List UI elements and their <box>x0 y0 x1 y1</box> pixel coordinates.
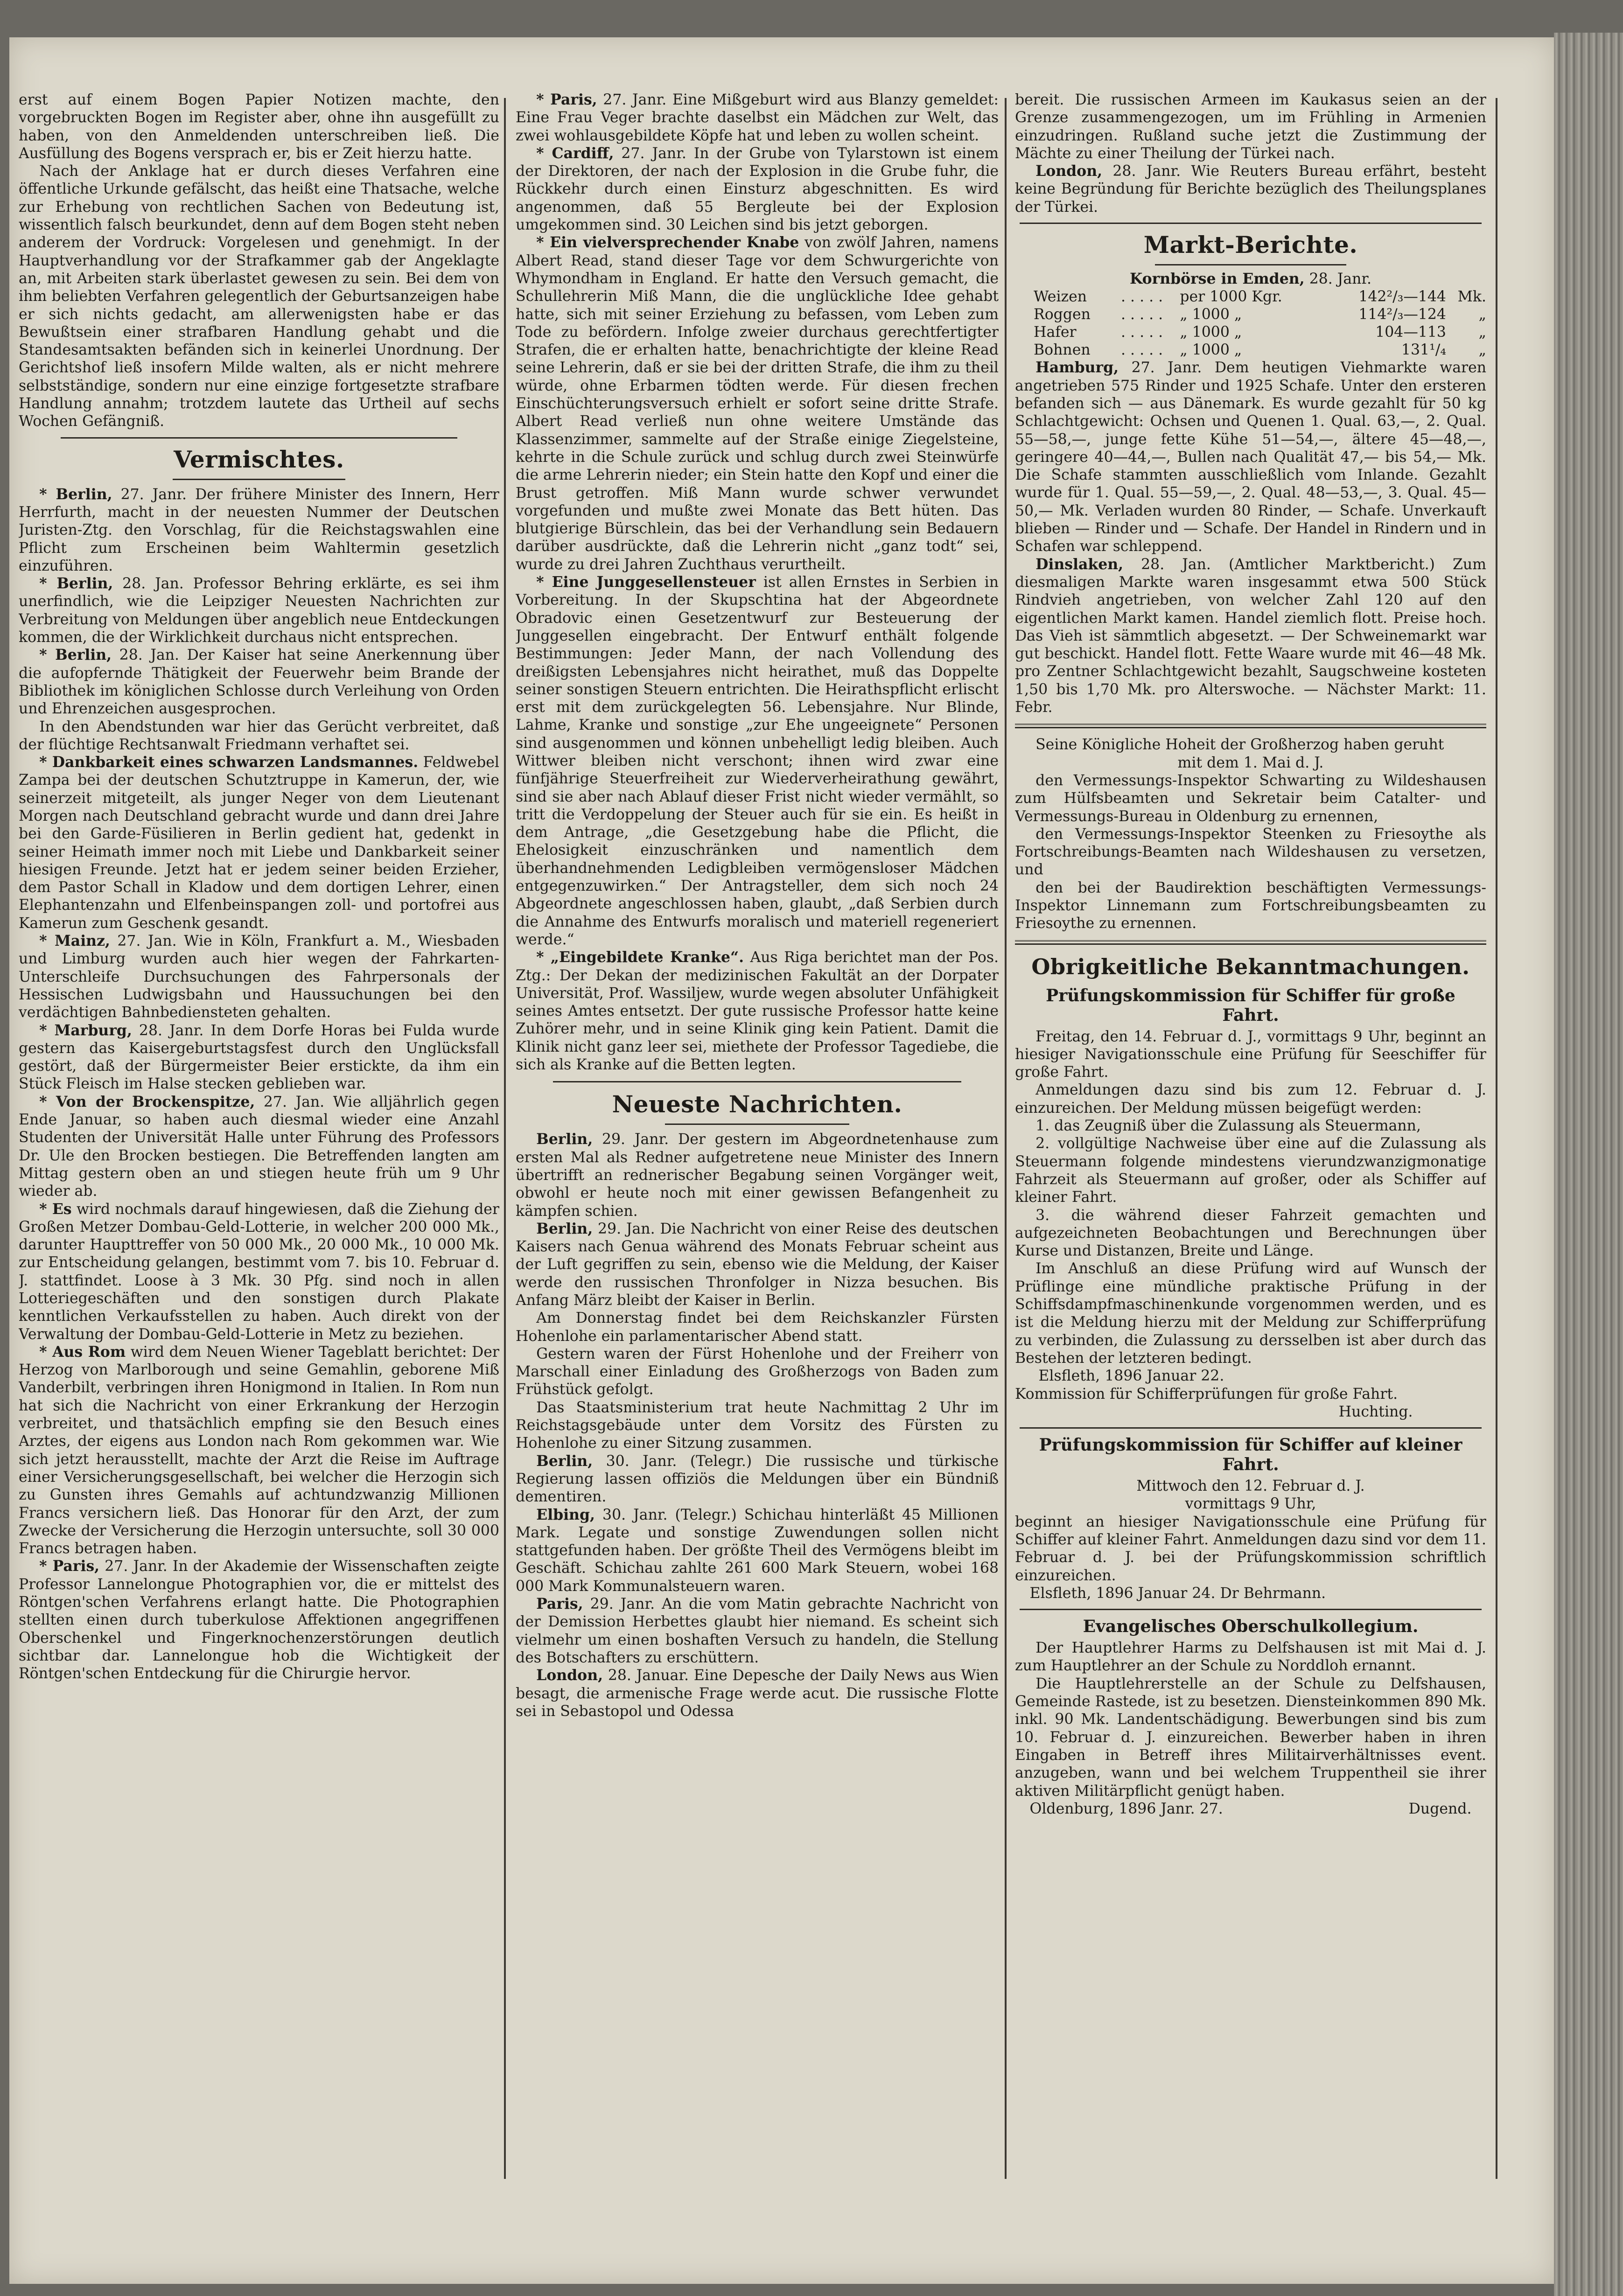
market-subheading: Kornbörse in Emden, 28. Janr. <box>1129 270 1372 288</box>
notice-paragraph: den Vermessungs-Inspektor Steenken zu Friesoythe als Fortschreibungs-Beamten nach Wildeshausen zu versetzen, und <box>1015 825 1486 879</box>
news-item: * Marburg, 28. Janr. In dem Dorfe Horas bei Fulda wurde gestern das Kaisergeburtstagsfest durch den Unglücksfall gestört, daß der Bürgermeister Beier erstickte, da ihm ein Stück Fleisch im Halse stecken geblieben war. <box>19 1021 499 1093</box>
notice-date: Elsfleth, 1896 Januar 22. <box>1038 1368 1224 1385</box>
news-item: * Berlin, 27. Janr. Der frühere Minister des Innern, Herr Herrfurth, macht in der neuesten Nummer der Deutschen Juristen-Ztg. den Vorschlag, für die Reichstagswahlen eine Pflicht zum Erscheinen beim Wahltermin gesetzlich einzuführen. <box>19 485 499 574</box>
column-rule <box>1005 98 1007 2179</box>
telegram-list <box>516 1131 999 1720</box>
notice-paragraph: Freitag, den 14. Februar d. J., vormittags 9 Uhr, beginnt an hiesiger Navigationsschule eine Prüfung für Seeschiffer für große Fahrt. <box>1015 1028 1486 1081</box>
news-item: Das Staatsministerium trat heute Nachmittag 2 Uhr im Reichstagsgebäude unter dem Vorsitz des Fürsten zu Hohenlohe zu einer Sitzung zusammen. <box>516 1399 999 1452</box>
news-item: * Cardiff, 27. Janr. In der Grube von Tylarstown ist einem der Direktoren, der nach der Explosion in die Grube fuhr, die Rückkehr durch einen Einsturz abgeschnitten. Es wird angenommen, daß 55 Bergleute bei der Explosion umgekommen sind. 30 Leichen sind bis jetzt geborgen. <box>516 144 999 234</box>
dateline: * Ein vielversprechender Knabe <box>536 234 799 251</box>
royal-announcement <box>1015 736 1486 932</box>
section-heading-bekanntmachungen: Obrigkeitliche Bekanntmachungen. <box>1031 954 1470 979</box>
news-item: * Dankbarkeit eines schwarzen Landsmannes. Feldwebel Zampa bei der deutschen Schutztruppe in Kamerun, der, wie seinerzeit mitgeteilt, als junger Neger von dem Lieutenant Morgen nach Deutschland gebracht wurde und dann drei Jahre bei den Garde-Füsilieren in Berlin gedient hat, gedenkt in seiner Heimath immer noch mit Liebe und Dankbarkeit seiner hiesigen Freunde. Jetzt hat er jedem seiner beiden Erzieher, dem Pastor Schall in Kladow und dem dortigen Lehrer, einen Elephantenzahn und Elfenbeinspangen zoll- und portofrei aus Kamerun zum Geschenk gesandt. <box>19 754 499 932</box>
dateline: * Aus Rom <box>39 1343 126 1361</box>
news-item: * Mainz, 27. Jan. Wie in Köln, Frankfurt a. M., Wiesbaden und Limburg wurden auch hier wegen der Fahrkarten-Unterschleife Durchsuchungen des Fahrpersonals der Hessischen Ludwigsbahn und Haussuchungen bei den verdächtigen Bahnbediensteten gehalten. <box>19 932 499 1021</box>
heading-underline <box>1155 264 1346 265</box>
section-divider <box>553 1081 961 1082</box>
dateline: London, <box>1035 162 1103 180</box>
notice-signature: Elsfleth, 1896 Januar 24. Dr Behrmann. <box>1029 1584 1326 1602</box>
dateline: * Dankbarkeit eines schwarzen Landsmannes. <box>39 754 419 771</box>
section-heading-vermischtes: Vermischtes. <box>174 445 344 473</box>
news-item-list <box>516 91 999 1074</box>
heading-underline <box>173 479 345 480</box>
news-item: * Paris, 27. Janr. Eine Mißgeburt wird aus Blanzy gemeldet: Eine Frau Veger brachte daselbst ein Mädchen zur Welt, das zwei wohlausgebildete Köpfe hat und leben zu wollen scheint. <box>516 91 999 144</box>
news-item: In den Abendstunden war hier das Gerücht verbreitet, daß der flüchtige Rechtsanwalt Friedmann verhaftet sei. <box>19 718 499 753</box>
notice-paragraph: mit dem 1. Mai d. J. <box>1177 754 1324 771</box>
notice-paragraph: Seine Königliche Hoheit der Großherzog haben geruht <box>1035 736 1444 754</box>
article-paragraph: Nach der Anklage hat er durch dieses Verfahren eine öffentliche Urkunde gefälscht, das heißt eine Thatsache, welche zur Erhebung von rechtlichen Sachen von Bedeutung ist, wissentlich falsch beurkundet, denn auf dem Bogen steht neben anderem der Vordruck: Vorgelesen und genehmigt. In der Hauptverhandlung vor der Strafkammer gab der Angeklagte an, mit Arbeiten stark überlastet gewesen zu sein. Bei dem von ihm beliebten Verfahren gelegentlich der Geburtsanzeigen habe er sich nichts gedacht, am allerwenigsten habe er das Bewußtsein einer strafbaren Handlung gehabt und die Standesamtsakten befänden sich in keinerlei Unordnung. Der Gerichtshof ließ insofern Milde walten, als er nicht mehrere selbstständige, sondern nur eine einzige fortgesetzte strafbare Handlung annahm; trotzdem lautete das Urtheil auf sechs Wochen Gefängniß. <box>19 163 499 430</box>
notice-paragraph: 1. das Zeugniß über die Zulassung als Steuermann, <box>1035 1117 1421 1135</box>
school-signature-line: Oldenburg, 1896 Janr. 27. Dugend. <box>1029 1800 1472 1817</box>
exam-notice-big <box>1015 1028 1486 1368</box>
news-item: Berlin, 30. Janr. (Telegr.) Die russische und türkische Regierung lassen offiziös die Meldungen über ein Bündniß dementiren. <box>516 1452 999 1506</box>
price-row: Weizen . . . . . per 1000 Kgr. 142²/₃—144 Mk. <box>1034 288 1486 306</box>
notice-paragraph: 2. vollgültige Nachweise über eine auf die Zulassung als Steuermann folgende mindestens vierundzwanzigmonatige Fahrzeit als Steuermann auf großer, oder als Schiffer auf kleiner Fahrt. <box>1015 1135 1486 1206</box>
article-paragraph: bereit. Die russischen Armeen im Kaukasus seien an der Grenze zusammengezogen, um im Frühling in Armenien einzudringen. Rußland suche jetzt die Zustimmung der Mächte zu einer Theilung der Türkei nach. <box>1015 91 1486 162</box>
subheading-exam-small: Prüfungskommission für Schiffer auf kleiner Fahrt. <box>1039 1435 1462 1475</box>
dateline: * „Eingebildete Kranke“. <box>536 949 744 966</box>
dateline: * Marburg, <box>39 1021 132 1039</box>
market-report-hamburg: Hamburg, 27. Janr. Dem heutigen Viehmarkte waren angetrieben 575 Rinder und 1925 Schafe. Unter den ersteren befanden sich — aus Dänemark. Es wurde gezahlt für 50 kg Schlachtgewicht: Ochsen und Quenen 1. Qual. 63,—, 2. Qual. 55—58,—, junge fette Kühe 51—54,—, ältere 45—48,—, geringere 40—44,—, Bullen nach Qualität 47,— bis 54,— Mk. Die Schafe stammten ausschließlich vom Inlande. Gezahlt wurde für 1. Qual. 55—59,—, 2. Qual. 48—53,—, 3. Qual. 45—50,— Mk. Verladen wurden 80 Rinder, — Schafe. Unverkauft blieben — Rinder und — Schafe. Der Handel in Rindern und in Schafen war schleppend. <box>1015 359 1486 555</box>
dateline: * Berlin, <box>39 575 113 593</box>
dateline: * Berlin, <box>39 646 112 664</box>
exam-time: vormittags 9 Uhr, <box>1185 1495 1316 1513</box>
column-rule <box>1496 98 1497 2179</box>
market-report-dinslaken: Dinslaken, 28. Jan. (Amtlicher Marktbericht.) Zum diesmaligen Markte waren insgesammt etwa 500 Stück Rindvieh angetrieben, von welcher Zahl 120 auf den eigentlichen Markt kamen. Handel ziemlich flott. Preise hoch. Das Vieh ist sämmtlich abgesetzt. — Der Schweinemarkt war gut beschickt. Handel flott. Fette Waare wurde mit 46—48 Mk. pro Zentner Schlachtgewicht bezahlt, Saugschweine kosteten 1,50 bis 1,70 Mk. pro Alterswoche. — Nächster Markt: 11. Febr. <box>1015 555 1486 716</box>
news-item: * Aus Rom wird dem Neuen Wiener Tageblatt berichtet: Der Herzog von Marlborough und seine Gemahlin, geborene Miß Vanderbilt, verbringen ihren Honigmond in Italien. In Rom nun hat sich die Nachricht von einer Erkrankung der Herzogin verbreitet, und thatsächlich empfing sie den Besuch eines Arztes, der eigens aus London nach Rom gekommen war. Wie sich jetzt herausstellt, machte der Arzt die Reise im Auftrage einer Versicherungsgesellschaft, bei welcher die Herzogin sich zu Gunsten ihres Gemahls auf achtundzwanzig Millionen Francs versichern ließ. Das Honorar für den Arzt, der zum Zwecke der Versicherung die Herzogin untersuchte, soll 30 000 Francs betragen haben. <box>19 1343 499 1557</box>
dateline: * Paris, <box>536 91 597 108</box>
news-item: Berlin, 29. Janr. Der gestern im Abgeordnetenhause zum ersten Mal als Redner aufgetretene neue Minister des Innern übertrifft an rednerischer Begabung seinen Vorgänger weit, obwohl er heute noch mit einer gewissen Befangenheit zu kämpfen schien. <box>516 1131 999 1220</box>
news-item: Elbing, 30. Janr. (Telegr.) Schichau hinterläßt 45 Millionen Mark. Legate und sonstige Zuwendungen sollen nicht stattgefunden haben. Der größte Theil des Vermögens bleibt im Geschäft. Schichau zahlte 261 600 Mark Steuern, wobei 168 000 Mark Kommunalsteuern waren. <box>516 1506 999 1595</box>
notice-name: Huchting. <box>1338 1403 1413 1420</box>
notice-signature: Kommission für Schifferprüfungen für große Fahrt. <box>1015 1385 1398 1403</box>
article-paragraph: erst auf einem Bogen Papier Notizen machte, den vorgebruckten Bogen im Register aber, ohne ihn ausgefüllt zu haben, von den Anmeldenden unterschreiben ließ. Die Ausfüllung des Bogens versprach er, bis er Zeit hierzu hatte. <box>19 91 499 162</box>
news-item-list <box>19 486 499 1683</box>
news-item: * „Eingebildete Kranke“. Aus Riga berichtet man der Pos. Ztg.: Der Dekan der medizinischen Fakultät an der Dorpater Universität, Prof. Wassiljew, wurde wegen absoluter Unfähigkeit seines Amtes entsetzt. Der gute russische Professor hatte keine Zuhörer mehr, und in seine Klinik ging kein Patient. Damit die Klinik nicht ganz leer sei, miethete der Professor Tagediebe, die sich als Kranke auf die Betten legten. <box>516 949 999 1074</box>
news-item: Am Donnerstag findet bei dem Reichskanzler Fürsten Hohenlohe ein parlamentarischer Abend statt. <box>516 1310 999 1345</box>
news-item: * Von der Brockenspitze, 27. Jan. Wie alljährlich gegen Ende Januar, so haben auch diesmal wieder eine Anzahl Studenten der Universität Halle unter Führung des Professors Dr. Ule den Brocken bestiegen. Die Betreffenden langten am Mittag gestern oben an und stiegen heute früh um 9 Uhr wieder ab. <box>19 1093 499 1200</box>
dateline: Elbing, <box>536 1506 595 1523</box>
subheading-exam-big: Prüfungskommission für Schiffer für große Fahrt. <box>1046 985 1455 1025</box>
dateline: * Paris, <box>39 1557 100 1575</box>
section-divider <box>1015 724 1486 728</box>
notice-paragraph: den bei der Baudirektion beschäftigten Vermessungs-Inspektor Linnemann zum Fortschreibungsbeamten zu Friesoythe zu ernennen. <box>1015 879 1486 932</box>
dateline: * Es <box>39 1200 72 1218</box>
notice-paragraph: Die Hauptlehrerstelle an der Schule zu Delfshausen, Gemeinde Rastede, ist zu besetzen. Diensteinkommen 890 Mk. inkl. 90 Mk. Landentschädigung. Bewerbungen sind bis zum 10. Februar d. J. einzureichen. Bewerber haben in ihren Eingaben in Betreff ihres Militairverhältnisses event. anzugeben, wann und bei welchem Truppentheil sie ihrer aktiven Militärpflicht genügt haben. <box>1015 1675 1486 1800</box>
dateline: * Mainz, <box>39 932 110 950</box>
section-divider <box>1020 223 1482 224</box>
news-item: Gestern waren der Fürst Hohenlohe und der Freiherr von Marschall einer Einladung des Großherzogs von Baden zum Frühstück gefolgt. <box>516 1345 999 1398</box>
news-item: London, 28. Januar. Eine Depesche der Daily News aus Wien besagt, die armenische Frage werde acut. Die russische Flotte sei in Sebastopol und Odessa <box>516 1667 999 1720</box>
grain-price-table <box>1015 288 1486 359</box>
dateline: * Eine Junggesellensteuer <box>536 573 756 591</box>
column-left <box>19 91 499 2237</box>
exam-date: Mittwoch den 12. Februar d. J. <box>1136 1478 1365 1495</box>
section-heading-neueste-nachrichten: Neueste Nachrichten. <box>612 1090 902 1118</box>
heading-underline <box>665 1124 849 1125</box>
section-divider <box>1020 1427 1482 1429</box>
dateline: Berlin, <box>536 1220 593 1237</box>
section-heading-markt-berichte: Markt-Berichte. <box>1143 231 1358 259</box>
newspaper-page <box>9 37 1554 2284</box>
news-item: Paris, 29. Janr. An die vom Matin gebrachte Nachricht von der Demission Herbettes glaubt hier niemand. Es scheint sich vielmehr um einen boshaften Versuch zu handeln, die Stellung des Botschafters zu erschüttern. <box>516 1595 999 1666</box>
notice-paragraph: Der Hauptlehrer Harms zu Delfshausen ist mit Mai d. J. zum Hauptlehrer an der Schule zu Norddloh ernannt. <box>1015 1640 1486 1675</box>
news-item: * Eine Junggesellensteuer ist allen Ernstes in Serbien in Vorbereitung. In der Skupschtina hat der Abgeordnete Obradovic einen Gesetzentwurf zur Besteuerung der Junggesellen eingebracht. Der Entwurf enthält folgende Bestimmungen: Jeder Mann, der nach Vollendung des dreißigsten Lebensjahres nicht heirathet, muß das Doppelte seiner sonstigen Steuern entrichten. Die Heirathspflicht erlischt erst mit dem zurückgelegten 56. Lebensjahre. Nur Blinde, Lahme, Kranke und sonstige „zur Ehe ungeeignete“ Personen sind ausgenommen und können unbehelligt ledig bleiben. Auch Wittwer bleiben nicht verschont; ihnen wird zwar eine fünfjährige Steuerfreiheit zur Wiederverheirathung gewährt, sind sie aber nach Ablauf dieser Frist nicht wieder vermählt, so tritt die Verdoppelung der Steuer auch für sie ein. Es heißt in dem Antrage, „die Gesetzgebung habe die Pflicht, die Ehelosigkeit einzuschränken und namentlich dem überhandnehmenden Ledigbleiben vermögensloser Mädchen entgegenzuwirken.“ Der Antragsteller, dem sich noch 24 Abgeordnete angeschlossen haben, glaubt, „daß Serbien durch die Annahme des Entwurfs moralisch und materiell regeneriert werde.“ <box>516 573 999 948</box>
column-rule <box>504 98 506 2179</box>
news-item: * Berlin, 28. Jan. Der Kaiser hat seine Anerkennung über die aufopfernde Thätigkeit der Feuerwehr beim Brande der Bibliothek im königlichen Schlosse durch Verleihung von Orden und Ehrenzeichen ausgesprochen. <box>19 646 499 718</box>
notice-paragraph: 3. die während dieser Fahrzeit gemachten und aufgezeichneten Beobachtungen und Berechnungen über Kurse und Distanzen, Breite und Länge. <box>1015 1207 1486 1260</box>
column-right <box>1015 91 1486 2237</box>
column-middle <box>516 91 999 2237</box>
dateline: Berlin, <box>536 1131 593 1148</box>
section-divider <box>61 437 457 439</box>
news-item: * Ein vielversprechender Knabe von zwölf Jahren, namens Albert Read, stand dieser Tage vor dem Schwurgerichte von Whymondham in England. Er hatte den Versuch gemacht, die Schullehrerin Miß Mann, die die unglückliche Idee gehabt hatte, sich mit seiner Erziehung zu befassen, vom Leben zum Tode zu befördern. Infolge zweier durchaus gerechtfertigter Strafen, die er erhalten hatte, benachrichtigte der kleine Read seine Lehrerin, daß er sie bei der dritten Strafe, die ihm zu theil würde, ohne Erbarmen tödten werde. Für diesen frechen Einschüchterungsversuch erhielt er sofort seine dritte Strafe. Albert Read verließ nun ohne weitere Umstände das Klassenzimmer, sammelte auf der Straße einige Ziegelsteine, kehrte in die Schule zurück und schlug durch zwei Steinwürfe die arme Lehrerin nieder; ein Stein hatte den Kopf und einer die Brust getroffen. Miß Mann wurde schwer verwundet vorgefunden und mußte zwei Monate das Bett hüten. Das blutgierige Bürschlein, das bei der Verhandlung sein Bedauern darüber ausdrückte, daß die Lehrerin nicht „ganz todt“ sei, wurde zu drei Jahren Zuchthaus verurtheilt. <box>516 234 999 573</box>
price-row: Hafer . . . . . „ 1000 „ 104—113 „ <box>1034 324 1486 341</box>
dateline: * Berlin, <box>39 485 112 503</box>
exam-notice-small: beginnt an hiesiger Navigationsschule eine Prüfung für Schiffer auf kleiner Fahrt. Anmeldungen dazu sind vor dem 11. Februar d. J. bei der Prüfungskommission schriftlich einzureichen. <box>1015 1513 1486 1584</box>
dateline: * Von der Brockenspitze, <box>39 1093 255 1110</box>
subheading-oberschulkollegium: Evangelisches Oberschulkollegium. <box>1083 1617 1419 1637</box>
dateline: Berlin, <box>536 1452 593 1470</box>
news-item: Berlin, 29. Jan. Die Nachricht von einer Reise des deutschen Kaisers nach Genua während des Monats Februar scheint aus der Luft gegriffen zu sein, ebenso wie die Meldung, der Kaiser werde den russischen Thronfolger in Nizza besuchen. Bis Anfang März bleibt der Kaiser in Berlin. <box>516 1220 999 1309</box>
section-divider <box>1015 940 1486 945</box>
dateline: London, <box>536 1667 603 1684</box>
news-item: * Berlin, 28. Jan. Professor Behring erklärte, es sei ihm unerfindlich, wie die Leipziger Neuesten Nachrichten zur Verbreitung von Meldungen über angeblich neue Entdeckungen kommen, die der Wirklichkeit durchaus nicht entsprechen. <box>19 575 499 646</box>
news-item: * Es wird nochmals darauf hingewiesen, daß die Ziehung der Großen Metzer Dombau-Geld-Lotterie, in welcher 200 000 Mk., darunter Haupttreffer von 50 000 Mk., 20 000 Mk., 10 000 Mk. zur Entscheidung gelangen, bestimmt vom 7. bis 10. Februar d. J. stattfindet. Loose à 3 Mk. 30 Pfg. sind noch in allen Lotteriegeschäften und den sonstigen durch Plakate kenntlichen Verkaufsstellen zu haben. Auch direkt von der Verwaltung der Dombau-Geld-Lotterie in Metz zu beziehen. <box>19 1200 499 1343</box>
price-row: Roggen . . . . . „ 1000 „ 114²/₃—124 „ <box>1034 306 1486 323</box>
school-notice <box>1015 1639 1486 1800</box>
price-row: Bohnen . . . . . „ 1000 „ 131¹/₄ „ <box>1034 342 1486 359</box>
section-divider <box>1020 1609 1482 1610</box>
notice-paragraph: den Vermessungs-Inspektor Schwarting zu Wildeshausen zum Hülfsbeamten und Sekretair beim Catalter- und Vermessungs-Bureau in Oldenburg zu ernennen, <box>1015 772 1486 825</box>
dateline: * Cardiff, <box>536 144 614 162</box>
news-item: * Paris, 27. Janr. In der Akademie der Wissenschaften zeigte Professor Lannelongue Photographien vor, die er mittelst des Röntgen'schen Verfahrens erlangt hatte. Die Photographien stellten einen durch tuberkulose Affektionen angegriffenen Oberschenkel und Fingerknochenzerstörungen deutlich sichtbar dar. Lannelongue hob die Wichtigkeit der Röntgen'schen Entdeckung für die Chirurgie hervor. <box>19 1557 499 1682</box>
notice-paragraph: Im Anschluß an diese Prüfung wird auf Wunsch der Prüflinge eine mündliche praktische Prüfung in der Schiffsdampfmaschinenkunde vorgenommen werden, und es ist die Meldung hierzu mit der Meldung zur Schifferprüfung zu verbinden, die Zulassung zu dersselben ist aber durch das Bestehen der letzteren bedingt. <box>1015 1260 1486 1367</box>
notice-paragraph: Anmeldungen dazu sind bis zum 12. Februar d. J. einzureichen. Der Meldung müssen beigefügt werden: <box>1015 1082 1486 1117</box>
page-edge <box>1554 33 1623 2296</box>
article-paragraph: London, 28. Janr. Wie Reuters Bureau erfährt, besteht keine Begründung für Berichte bezüglich des Theilungsplanes der Türkei. <box>1015 162 1486 216</box>
dateline: Paris, <box>536 1595 583 1613</box>
